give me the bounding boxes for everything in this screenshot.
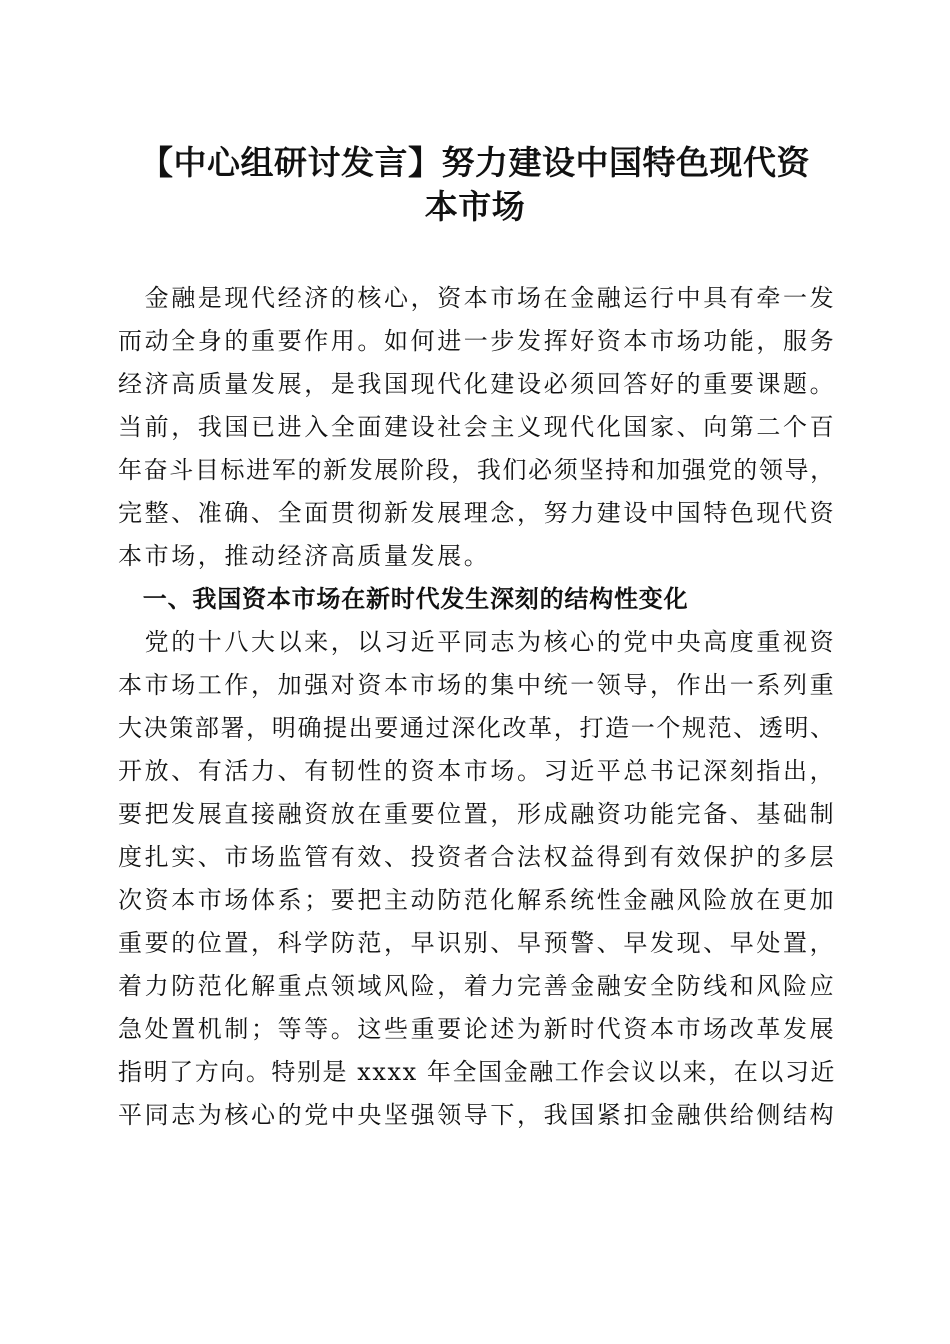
body-line-10: 本市场工作，加强对资本市场的集中统一领导，作出一系列重 [118,671,837,699]
body-line-14: 度扎实、市场监管有效、投资者合法权益得到有效保护的多层 [118,843,837,871]
body-line-6: 完整、准确、全面贯彻新发展理念，努力建设中国特色现代资 [118,499,837,527]
body-line-20: 平同志为核心的党中央坚强领导下，我国紧扣金融供给侧结构 [118,1101,837,1129]
body-line-15: 次资本市场体系；要把主动防范化解系统性金融风险放在更加 [118,886,837,914]
body-line-17: 着力防范化解重点领域风险，着力完善金融安全防线和风险应 [118,972,837,1000]
body-line-12: 开放、有活力、有韧性的资本市场。习近平总书记深刻指出， [118,757,837,785]
body-line-13: 要把发展直接融资放在重要位置，形成融资功能完备、基础制 [118,800,837,828]
document-title-line-2: 本市场 [424,187,526,226]
body-line-9: 党的十八大以来，以习近平同志为核心的党中央高度重视资 [118,628,837,656]
body-line-7: 本市场，推动经济高质量发展。 [118,542,491,570]
body-line-4: 当前，我国已进入全面建设社会主义现代化国家、向第二个百 [118,413,837,441]
body-line-11: 大决策部署，明确提出要通过深化改革，打造一个规范、透明、 [118,714,836,742]
body-line-1: 金融是现代经济的核心，资本市场在金融运行中具有牵一发 [118,284,837,312]
body-line-3: 经济高质量发展，是我国现代化建设必须回答好的重要课题。 [118,370,837,398]
document-title-line-1: 【中心组研讨发言】努力建设中国特色现代资 [140,143,810,182]
body-line-5: 年奋斗目标进军的新发展阶段，我们必须坚持和加强党的领导， [118,456,836,484]
body-line-2: 而动全身的重要作用。如何进一步发挥好资本市场功能，服务 [118,327,837,355]
body-line-19: 指明了方向。特别是 xxxx 年全国金融工作会议以来，在以习近 [118,1058,836,1086]
body-line-16: 重要的位置，科学防范，早识别、早预警、早发现、早处置， [118,929,837,957]
body-line-18: 急处置机制；等等。这些重要论述为新时代资本市场改革发展 [118,1015,837,1043]
section-heading-1: 一、我国资本市场在新时代发生深刻的结构性变化 [118,585,689,613]
